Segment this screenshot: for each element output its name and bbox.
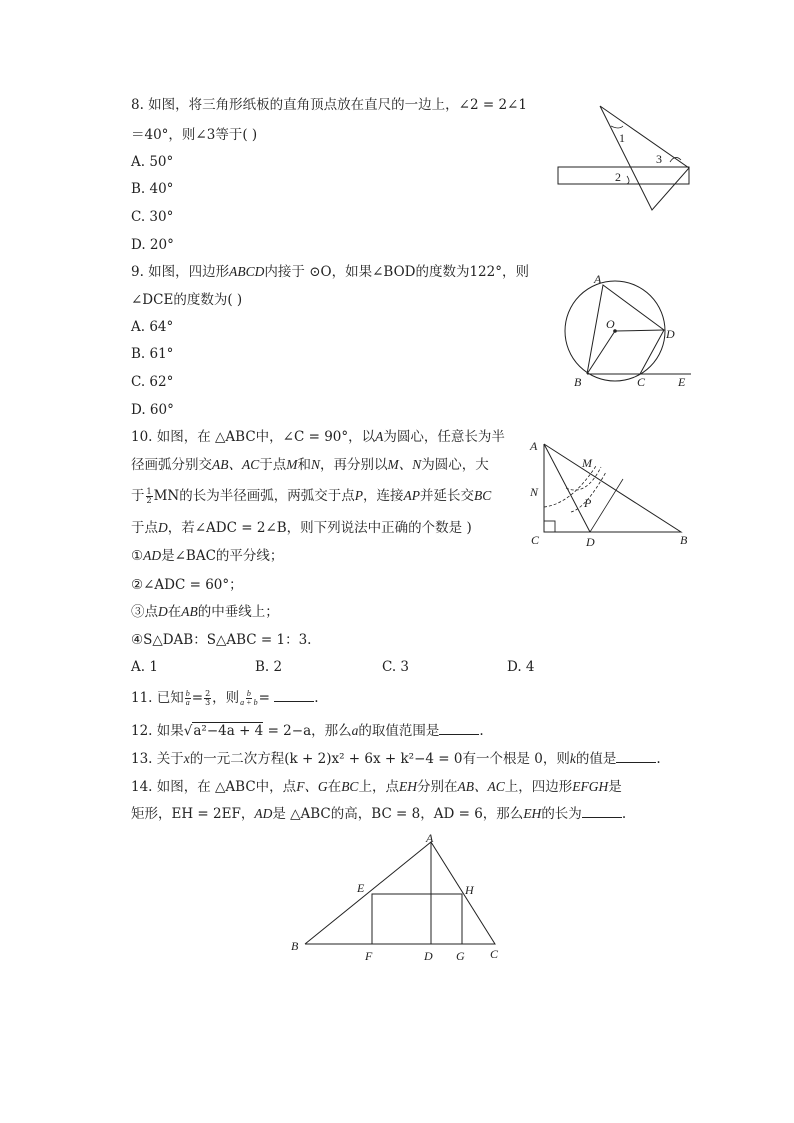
q10-figure-triangle [526,432,696,552]
q8-line2: ＝40°，则∠3等于( ) [131,127,258,143]
q10-label-n: N [530,485,539,499]
fraction-one-half: $\frac{1}{2}$ [146,487,152,505]
q8-option-d: D. 20° [131,237,174,253]
answer-blank[interactable] [439,722,479,735]
q8-option-c: C. 30° [131,209,174,225]
q14-label-g: G [456,949,465,963]
answer-blank[interactable] [616,750,656,763]
q10-line3: 于 $\frac{1}{2}$ MN的长为半径画弧，两弧交于点P，连接AP并延长交BC [131,487,492,505]
q14-label-h: H [465,883,474,897]
q13-line: 13. 关于x的一元二次方程(k + 2)x² + 6x + k²−4 = 0有一个根是 0，则k的值是 . [131,751,661,767]
q9-label-e: E [678,375,686,389]
q10-line4: 于点D，若∠ADC = 2∠B，则下列说法中正确的个数是 ) [131,520,472,536]
q10-label-c: C [531,533,540,547]
q11-line: 11. 已知 $\frac{b}{a}$ = $\frac{2}{3}$ ，则 $\frac{b}{a + b}$ = . [131,689,319,707]
answer-blank[interactable] [582,805,622,818]
q10-label-b: B [680,533,688,547]
q12-line: 12. 如果√a²−4a + 4 = 2−a，那么a的取值范围是 . [131,723,484,739]
q9-label-b: B [574,375,582,389]
q9-label-d: D [666,327,675,341]
q10-statement-1: ①AD是∠BAC的平分线； [131,548,284,564]
q14-line1: 14. 如图，在 △ABC中，点F、G在BC上，点EH分别在AB、AC上，四边形EFGH是 [131,779,622,795]
q8-line1: 8. 如图，将三角形纸板的直角顶点放在直尺的一边上，∠2 = 2∠1 [131,97,527,113]
q9-label-a: A [594,272,602,286]
q9-option-b: B. 61° [131,346,174,362]
q10-label-a: A [530,439,538,453]
q10-line1: 10. 如图，在 △ABC中，∠C = 90°，以A为圆心，任意长为半 [131,429,505,445]
q14-label-b: B [291,939,299,953]
q14-label-d: D [424,949,433,963]
q14-figure-rectangle-in-triangle [286,830,508,965]
q14-label-f: F [365,949,373,963]
sqrt-symbol: √ [183,723,193,739]
q9-option-a: A. 64° [131,319,174,335]
q10-label-p: P [584,496,592,510]
q10-statement-3: ③点D在AB的中垂线上； [131,604,279,620]
q8-label-2: 2 [615,170,621,184]
q8-option-a: A. 50° [131,154,174,170]
answer-blank[interactable] [274,689,314,702]
q10-option-a: A. 1 [131,659,158,675]
q8-label-1: 1 [619,131,625,145]
q9-line2: ∠DCE的度数为( ) [131,292,243,308]
q9-option-d: D. 60° [131,402,174,418]
q10-statement-2: ②∠ADC = 60°； [131,577,243,593]
q8-label-3: 3 [656,152,662,166]
fraction-two-thirds: $\frac{2}{3}$ [205,689,211,707]
q10-label-m: M [582,456,592,470]
q14-label-e: E [357,881,365,895]
q10-line2: 径画弧分别交AB、AC于点M和N，再分别以M、N为圆心，大 [131,457,489,473]
q10-options [131,658,535,676]
q10-option-d: D. 4 [507,659,535,675]
q9-label-c: C [637,375,646,389]
q10-statement-4: ④S△DAB：S△ABC = 1：3. [131,632,312,648]
q14-label-c: C [490,947,499,961]
q8-option-b: B. 40° [131,181,174,197]
q8-figure-ruler-triangle [555,102,695,214]
fraction-b-over-a: $\frac{b}{a}$ [185,689,190,707]
q10-option-b: B. 2 [255,659,283,675]
q10-option-c: C. 3 [382,659,410,675]
q9-label-o: O [606,317,615,331]
q14-label-a: A [426,831,434,845]
q9-line1: 9. 如图，四边形ABCD内接于 ⊙O，如果∠BOD的度数为122°，则 [131,264,529,280]
q9-option-c: C. 62° [131,374,174,390]
q9-figure-circle [560,268,696,392]
fraction-b-over-apb: $\frac{b}{a + b}$ [240,689,258,707]
q14-line2: 矩形，EH = 2EF，AD是 △ABC的高，BC = 8，AD = 6，那么EH的长为 . [131,806,627,822]
q10-label-d: D [586,535,595,549]
